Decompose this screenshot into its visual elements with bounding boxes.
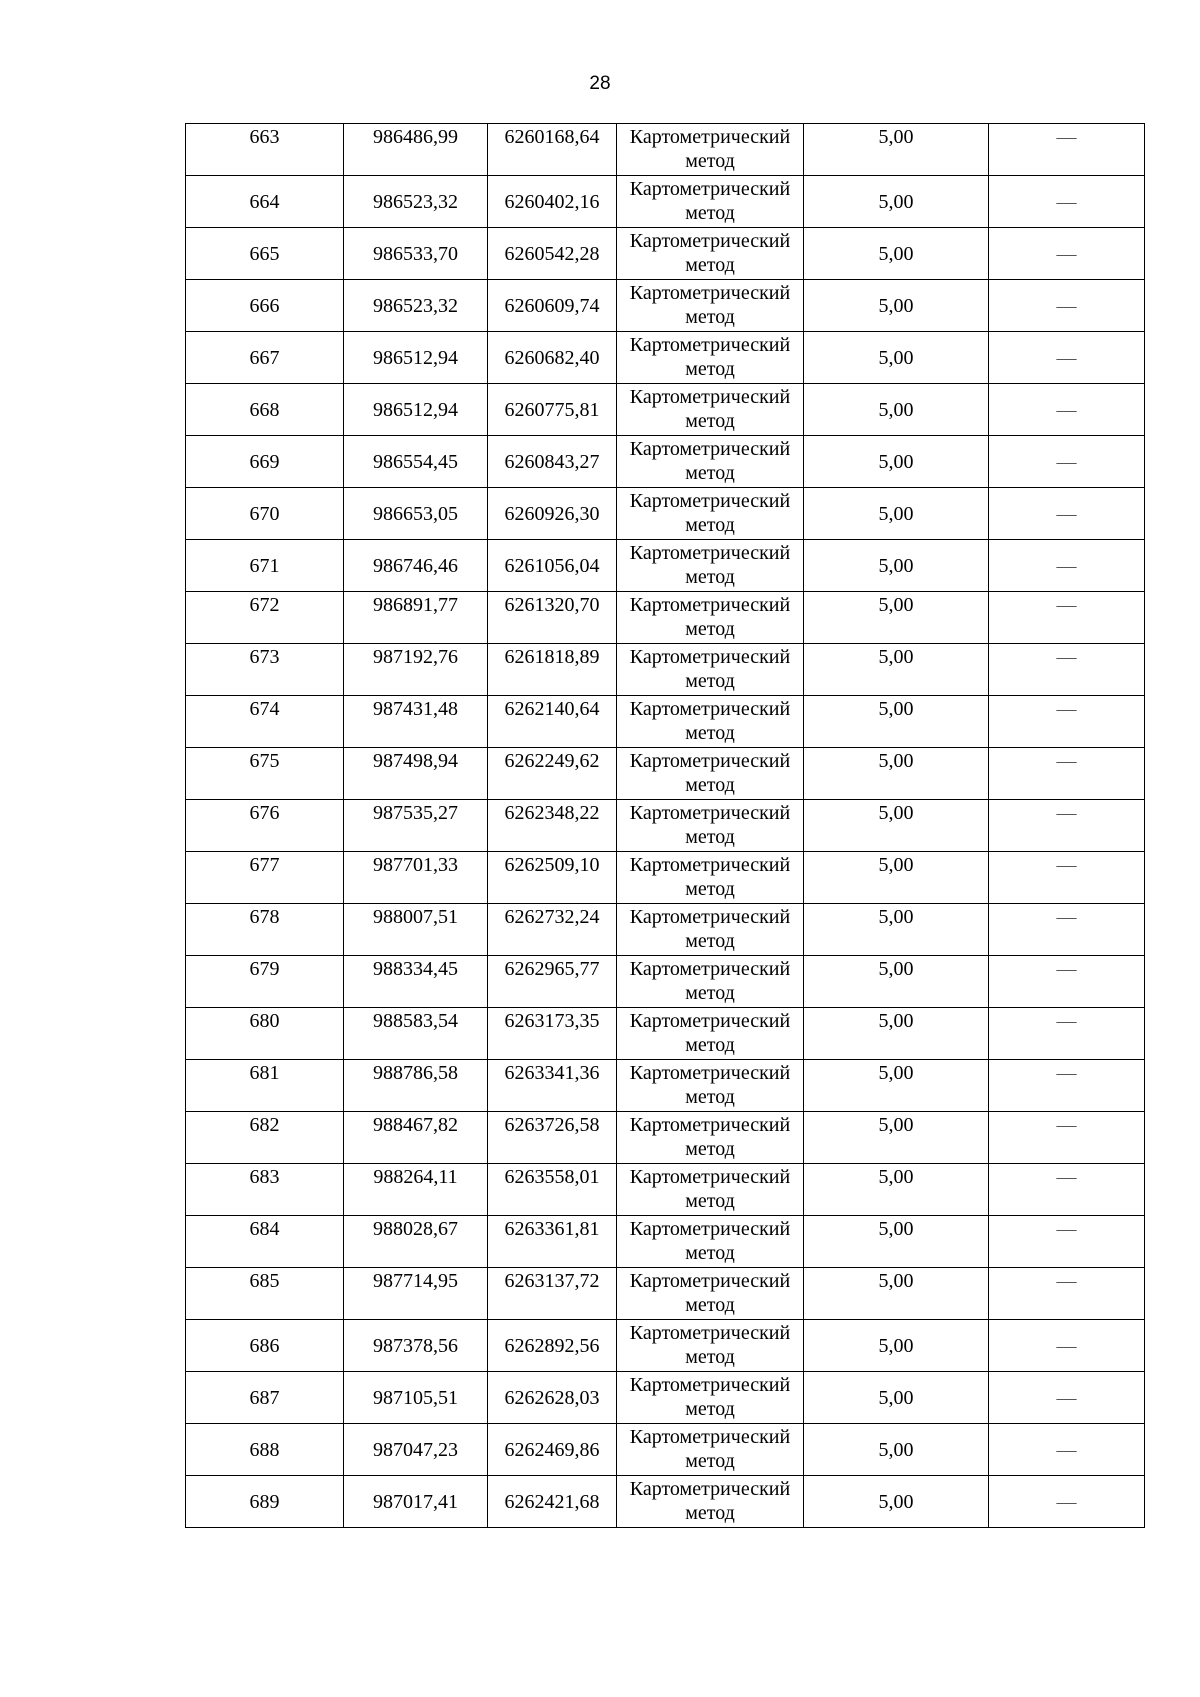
note-cell [989,956,1145,1008]
accuracy-cell: 5,00 [804,228,989,280]
x-coordinate-cell: 987714,95 [344,1268,488,1320]
y-coordinate-cell: 6263361,81 [488,1216,617,1268]
method-text-line: метод [685,150,735,172]
dash-placeholder: — [1056,1490,1077,1513]
method-cell [617,800,804,852]
dash-placeholder: — [1056,958,1077,980]
accuracy-cell: 5,00 [804,956,989,1008]
method-text-line: Картометрический [629,178,791,200]
method-text-line: метод [685,722,735,744]
x-coordinate-cell: 987535,27 [344,800,488,852]
point-number-cell: 674 [186,696,344,748]
method-text-line: метод [685,410,735,432]
table-row [186,1216,1145,1268]
y-coordinate-cell: 6262965,77 [488,956,617,1008]
accuracy-cell: 5,00 [804,696,989,748]
method-text-line: Картометрический [629,854,791,876]
method-cell [617,124,804,176]
table-row [186,436,1145,488]
coordinates-table [185,123,1145,1528]
method-text-line: Картометрический [629,1062,791,1084]
y-coordinate-cell: 6261320,70 [488,592,617,644]
point-number-cell: 668 [186,384,344,436]
method-cell [617,228,804,280]
method-text-line: Картометрический [629,1010,791,1032]
table-row [186,1320,1145,1372]
dash-placeholder: — [1056,346,1077,369]
method-cell [617,696,804,748]
dash-placeholder: — [1056,802,1077,824]
method-text-line: Картометрический [629,126,791,148]
method-text-line: Картометрический [629,958,791,980]
method-text-line: метод [685,1502,735,1524]
y-coordinate-cell: 6262421,68 [488,1476,617,1528]
dash-placeholder: — [1056,1438,1077,1461]
method-text-line: метод [685,1034,735,1056]
method-text-line: метод [685,930,735,952]
method-text-line: Картометрический [629,1478,791,1500]
note-cell [989,748,1145,800]
y-coordinate-cell: 6260542,28 [488,228,617,280]
method-text-line: Картометрический [629,698,791,720]
note-cell [989,1060,1145,1112]
accuracy-cell: 5,00 [804,800,989,852]
method-cell [617,852,804,904]
method-text-line: метод [685,1190,735,1212]
point-number-cell: 676 [186,800,344,852]
point-number-cell: 682 [186,1112,344,1164]
note-cell [989,852,1145,904]
method-cell [617,1060,804,1112]
note-cell [989,384,1145,436]
method-text-line: метод [685,1138,735,1160]
method-text-line: Картометрический [629,646,791,668]
table-row [186,488,1145,540]
x-coordinate-cell: 988007,51 [344,904,488,956]
method-cell [617,1268,804,1320]
dash-placeholder: — [1056,554,1077,577]
y-coordinate-cell: 6261818,89 [488,644,617,696]
method-cell [617,1164,804,1216]
method-text-line: метод [685,1294,735,1316]
method-text-line: метод [685,1242,735,1264]
y-coordinate-cell: 6262892,56 [488,1320,617,1372]
table-row [186,1008,1145,1060]
method-cell [617,280,804,332]
point-number-cell: 679 [186,956,344,1008]
note-cell [989,592,1145,644]
x-coordinate-cell: 986512,94 [344,332,488,384]
y-coordinate-cell: 6262469,86 [488,1424,617,1476]
note-cell [989,1112,1145,1164]
method-text-line: Картометрический [629,386,791,408]
method-text-line: Картометрический [629,1426,791,1448]
table-row [186,540,1145,592]
y-coordinate-cell: 6260682,40 [488,332,617,384]
point-number-cell: 666 [186,280,344,332]
method-text-line: Картометрический [629,802,791,824]
table-row [186,1164,1145,1216]
method-text-line: метод [685,774,735,796]
x-coordinate-cell: 986486,99 [344,124,488,176]
table-row [186,1372,1145,1424]
method-text-line: Картометрический [629,334,791,356]
table-row [186,956,1145,1008]
x-coordinate-cell: 988334,45 [344,956,488,1008]
accuracy-cell: 5,00 [804,488,989,540]
method-text-line: Картометрический [629,1114,791,1136]
method-cell [617,176,804,228]
dash-placeholder: — [1056,1166,1077,1188]
table-row [186,644,1145,696]
table-row [186,1424,1145,1476]
point-number-cell: 673 [186,644,344,696]
x-coordinate-cell: 986746,46 [344,540,488,592]
accuracy-cell: 5,00 [804,1268,989,1320]
method-text-line: Картометрический [629,282,791,304]
method-text-line: Картометрический [629,542,791,564]
x-coordinate-cell: 986523,32 [344,280,488,332]
table-row [186,904,1145,956]
method-text-line: Картометрический [629,1218,791,1240]
page-number: 28 [589,73,611,94]
note-cell [989,280,1145,332]
accuracy-cell: 5,00 [804,436,989,488]
y-coordinate-cell: 6262348,22 [488,800,617,852]
accuracy-cell: 5,00 [804,1424,989,1476]
accuracy-cell: 5,00 [804,904,989,956]
y-coordinate-cell: 6260926,30 [488,488,617,540]
x-coordinate-cell: 988264,11 [344,1164,488,1216]
table-body [186,124,1145,1528]
x-coordinate-cell: 986512,94 [344,384,488,436]
note-cell [989,1372,1145,1424]
y-coordinate-cell: 6261056,04 [488,540,617,592]
accuracy-cell: 5,00 [804,332,989,384]
point-number-cell: 684 [186,1216,344,1268]
accuracy-cell: 5,00 [804,592,989,644]
accuracy-cell: 5,00 [804,1008,989,1060]
accuracy-cell: 5,00 [804,748,989,800]
table-row [186,176,1145,228]
method-text-line: метод [685,514,735,536]
accuracy-cell: 5,00 [804,384,989,436]
method-text-line: Картометрический [629,438,791,460]
y-coordinate-cell: 6262732,24 [488,904,617,956]
method-text-line: Картометрический [629,750,791,772]
dash-placeholder: — [1056,1386,1077,1409]
table-row [186,1268,1145,1320]
note-cell [989,540,1145,592]
point-number-cell: 685 [186,1268,344,1320]
table-row [186,1112,1145,1164]
y-coordinate-cell: 6263726,58 [488,1112,617,1164]
x-coordinate-cell: 988028,67 [344,1216,488,1268]
dash-placeholder: — [1056,1114,1077,1136]
method-cell [617,540,804,592]
x-coordinate-cell: 986653,05 [344,488,488,540]
point-number-cell: 671 [186,540,344,592]
method-cell [617,436,804,488]
dash-placeholder: — [1056,1010,1077,1032]
accuracy-cell: 5,00 [804,124,989,176]
x-coordinate-cell: 986891,77 [344,592,488,644]
point-number-cell: 669 [186,436,344,488]
y-coordinate-cell: 6262509,10 [488,852,617,904]
method-text-line: Картометрический [629,1374,791,1396]
note-cell [989,332,1145,384]
dash-placeholder: — [1056,294,1077,317]
method-cell [617,1424,804,1476]
note-cell [989,644,1145,696]
accuracy-cell: 5,00 [804,540,989,592]
method-text-line: метод [685,254,735,276]
y-coordinate-cell: 6260609,74 [488,280,617,332]
table-row [186,696,1145,748]
method-cell [617,488,804,540]
note-cell [989,696,1145,748]
accuracy-cell: 5,00 [804,176,989,228]
table-row [186,124,1145,176]
point-number-cell: 688 [186,1424,344,1476]
method-text-line: метод [685,878,735,900]
dash-placeholder: — [1056,242,1077,265]
table-row [186,852,1145,904]
method-text-line: метод [685,1398,735,1420]
method-text-line: Картометрический [629,594,791,616]
method-cell [617,748,804,800]
method-text-line: Картометрический [629,906,791,928]
x-coordinate-cell: 987192,76 [344,644,488,696]
dash-placeholder: — [1056,126,1077,148]
method-text-line: Картометрический [629,1270,791,1292]
table-row [186,228,1145,280]
method-cell [617,1320,804,1372]
method-text-line: Картометрический [629,1322,791,1344]
y-coordinate-cell: 6260843,27 [488,436,617,488]
dash-placeholder: — [1056,750,1077,772]
method-cell [617,904,804,956]
point-number-cell: 670 [186,488,344,540]
point-number-cell: 689 [186,1476,344,1528]
x-coordinate-cell: 987498,94 [344,748,488,800]
note-cell [989,1164,1145,1216]
point-number-cell: 678 [186,904,344,956]
accuracy-cell: 5,00 [804,1320,989,1372]
dash-placeholder: — [1056,1270,1077,1292]
table-row [186,280,1145,332]
y-coordinate-cell: 6262249,62 [488,748,617,800]
x-coordinate-cell: 987105,51 [344,1372,488,1424]
accuracy-cell: 5,00 [804,1060,989,1112]
x-coordinate-cell: 988583,54 [344,1008,488,1060]
x-coordinate-cell: 988467,82 [344,1112,488,1164]
table-row [186,1476,1145,1528]
point-number-cell: 687 [186,1372,344,1424]
dash-placeholder: — [1056,1334,1077,1357]
method-cell [617,1216,804,1268]
dash-placeholder: — [1056,594,1077,616]
method-text-line: метод [685,1346,735,1368]
method-text-line: метод [685,618,735,640]
note-cell [989,1008,1145,1060]
x-coordinate-cell: 986554,45 [344,436,488,488]
method-cell [617,384,804,436]
point-number-cell: 686 [186,1320,344,1372]
x-coordinate-cell: 986533,70 [344,228,488,280]
method-text-line: метод [685,566,735,588]
x-coordinate-cell: 988786,58 [344,1060,488,1112]
method-text-line: Картометрический [629,490,791,512]
point-number-cell: 664 [186,176,344,228]
point-number-cell: 663 [186,124,344,176]
dash-placeholder: — [1056,906,1077,928]
method-text-line: метод [685,982,735,1004]
method-cell [617,592,804,644]
accuracy-cell: 5,00 [804,644,989,696]
accuracy-cell: 5,00 [804,1164,989,1216]
note-cell [989,1424,1145,1476]
method-text-line: Картометрический [629,1166,791,1188]
note-cell [989,800,1145,852]
point-number-cell: 667 [186,332,344,384]
dash-placeholder: — [1056,698,1077,720]
method-text-line: метод [685,358,735,380]
accuracy-cell: 5,00 [804,1112,989,1164]
note-cell [989,436,1145,488]
method-cell [617,644,804,696]
note-cell [989,904,1145,956]
x-coordinate-cell: 987431,48 [344,696,488,748]
y-coordinate-cell: 6260775,81 [488,384,617,436]
method-cell [617,1372,804,1424]
method-text-line: метод [685,202,735,224]
method-cell [617,1112,804,1164]
table-row [186,384,1145,436]
x-coordinate-cell: 987047,23 [344,1424,488,1476]
point-number-cell: 680 [186,1008,344,1060]
note-cell [989,176,1145,228]
method-text-line: метод [685,1086,735,1108]
note-cell [989,1320,1145,1372]
y-coordinate-cell: 6260168,64 [488,124,617,176]
point-number-cell: 677 [186,852,344,904]
accuracy-cell: 5,00 [804,280,989,332]
method-text-line: метод [685,1450,735,1472]
y-coordinate-cell: 6263173,35 [488,1008,617,1060]
dash-placeholder: — [1056,1062,1077,1084]
dash-placeholder: — [1056,450,1077,473]
point-number-cell: 683 [186,1164,344,1216]
dash-placeholder: — [1056,398,1077,421]
method-text-line: Картометрический [629,230,791,252]
note-cell [989,124,1145,176]
dash-placeholder: — [1056,854,1077,876]
table-row [186,592,1145,644]
accuracy-cell: 5,00 [804,1216,989,1268]
dash-placeholder: — [1056,646,1077,668]
method-text-line: метод [685,462,735,484]
x-coordinate-cell: 987378,56 [344,1320,488,1372]
method-text-line: метод [685,306,735,328]
y-coordinate-cell: 6263137,72 [488,1268,617,1320]
table-row [186,748,1145,800]
y-coordinate-cell: 6262628,03 [488,1372,617,1424]
dash-placeholder: — [1056,502,1077,525]
table-row [186,800,1145,852]
method-cell [617,1476,804,1528]
x-coordinate-cell: 987701,33 [344,852,488,904]
point-number-cell: 665 [186,228,344,280]
method-cell [617,1008,804,1060]
method-cell [617,956,804,1008]
dash-placeholder: — [1056,190,1077,213]
method-text-line: метод [685,670,735,692]
y-coordinate-cell: 6263341,36 [488,1060,617,1112]
y-coordinate-cell: 6262140,64 [488,696,617,748]
x-coordinate-cell: 987017,41 [344,1476,488,1528]
accuracy-cell: 5,00 [804,1372,989,1424]
note-cell [989,1216,1145,1268]
point-number-cell: 675 [186,748,344,800]
note-cell [989,228,1145,280]
point-number-cell: 672 [186,592,344,644]
method-text-line: метод [685,826,735,848]
y-coordinate-cell: 6260402,16 [488,176,617,228]
point-number-cell: 681 [186,1060,344,1112]
table-row [186,332,1145,384]
accuracy-cell: 5,00 [804,852,989,904]
note-cell [989,488,1145,540]
dash-placeholder: — [1056,1218,1077,1240]
accuracy-cell: 5,00 [804,1476,989,1528]
note-cell [989,1476,1145,1528]
y-coordinate-cell: 6263558,01 [488,1164,617,1216]
x-coordinate-cell: 986523,32 [344,176,488,228]
table-row [186,1060,1145,1112]
method-cell [617,332,804,384]
note-cell [989,1268,1145,1320]
